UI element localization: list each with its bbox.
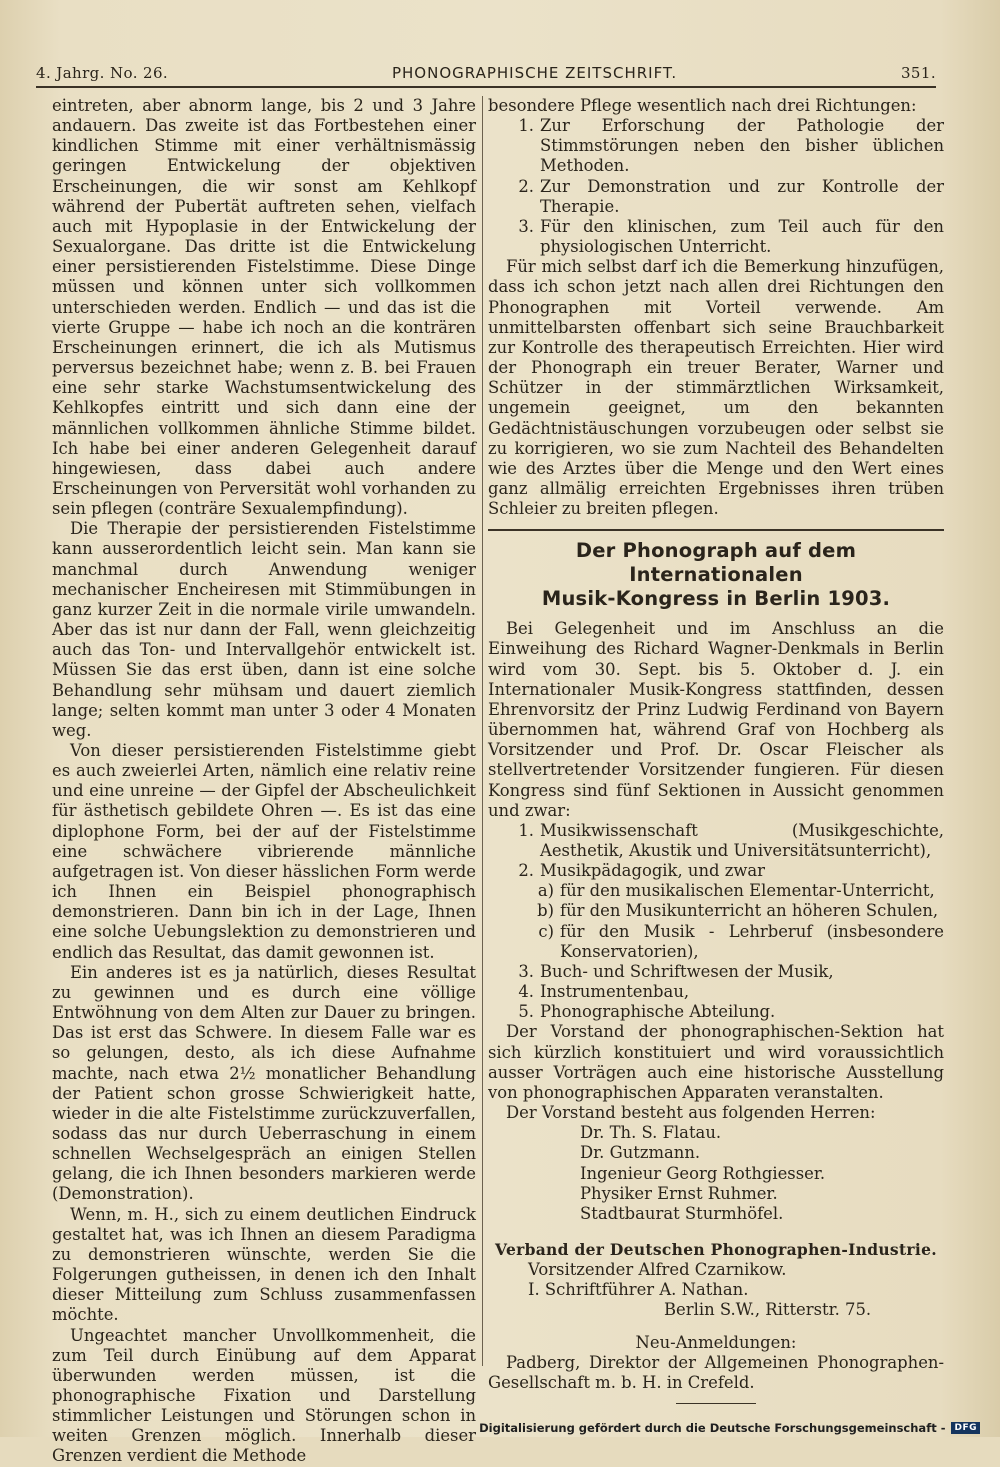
list-item: 2. Musikpädagogik, und zwar [518, 861, 765, 881]
registrations-title: Neu-Anmeldungen: [635, 1332, 797, 1352]
digitization-footer [479, 1421, 980, 1435]
list-item: 3. Buch- und Schriftwesen der Musik, [518, 961, 834, 981]
subsections-list [488, 881, 944, 962]
paragraph: Der Vorstand besteht aus folgenden Herren: [506, 1103, 876, 1123]
page-number: 351. [900, 64, 936, 82]
list-item: c) für den Musik - Lehrberuf (insbesondere Konservatorien), [538, 921, 944, 961]
paragraph: Von dieser persistierenden Fistelstimme giebt es auch zweierlei Arten, nämlich eine relativ reine und eine unreine — der Gipfel der Abscheulichkeit für ästhetisch gebildete Ohren —. Es ist das eine diplophone Form, bei der auf der Fistelstimme eine schwächere vibrierende männliche aufgetragen ist. Von dieser hässlichen Form werde ich Ihnen ein Beispiel phonographisch demonstrieren. Dann bin ich in der Lage, Ihnen eine solche Uebungslektion zu demonstrieren und endlich das Resultat, das damit gewonnen ist. [52, 741, 476, 962]
section-rule [488, 529, 944, 531]
list-item: 1. Musikwissenschaft (Musikgeschichte, Aesthetik, Akustik und Universitätsunterricht), [518, 820, 944, 860]
board-member: Dr. Th. S. Flatau. [580, 1123, 722, 1143]
association-title: Verband der Deutschen Phonographen-Industrie. [495, 1239, 937, 1259]
journal-title: PHONOGRAPHISCHE ZEITSCHRIFT. [391, 64, 678, 82]
paragraph: besondere Pflege wesentlich nach drei Richtungen: [488, 96, 917, 115]
board-member: Dr. Gutzmann. [580, 1143, 701, 1163]
right-column [488, 96, 944, 1404]
dfg-logo: DFG [951, 1422, 980, 1434]
paragraph: Ungeachtet mancher Unvollkommenheit, die zum Teil durch Einübung auf dem Apparat überwunden werden müssen, ist die phonographische Fixation und Darstellung stimmlicher Leistungen und Störungen schon in weiten Grenzen möglich. Innerhalb dieser Grenzen verdient die Methode [52, 1325, 476, 1466]
page-header [36, 56, 936, 88]
board-member: Ingenieur Georg Rothgiesser. [580, 1163, 826, 1183]
list-item: b) für den Musikunterricht an höheren Schulen, [537, 901, 939, 921]
left-column [52, 96, 476, 1467]
column-divider [482, 96, 483, 1366]
sections-list-continued [488, 962, 944, 1022]
list-item: a) für den musikalischen Elementar-Unterricht, [537, 881, 935, 901]
board-member: Physiker Ernst Ruhmer. [580, 1183, 778, 1203]
footer-text: Digitalisierung gefördert durch die Deutsche Forschungsgemeinschaft - [479, 1421, 946, 1435]
list-item: 2. Zur Demonstration und zur Kontrolle der Therapie. [518, 176, 944, 216]
paragraph: Für mich selbst darf ich die Bemerkung hinzufügen, dass ich schon jetzt nach allen drei Richtungen den Phonographen mit Vorteil verwende. Am unmittelbarsten offenbart sich seine Brauchbarkeit zur Kontrolle des therapeutisch Erreichten. Hier wird der Phonograph ein treuer Berater, Warner und Schützer in der stimmärztlichen Wirksamkeit, ungemein geeignet, um den bekannten Gedächtnistäuschungen vorzubeugen oder selbst sie zu korrigieren, wo sie zum Nachteil des Behandelten wie des Arztes über die Menge und den Wert eines ganz allmälig erreichten Ergebnisses ihren trüben Schleier zu breiten pflegen. [488, 257, 944, 519]
article-heading: Der Phonograph auf dem Internationalen Musik-Kongress in Berlin 1903. [541, 539, 891, 611]
paragraph: Bei Gelegenheit und im Anschluss an die Einweihung des Richard Wagner-Denkmals in Berlin wird vom 30. Sept. bis 5. Oktober d. J. ein Internationaler Musik-Kongress stattfinden, dessen Ehrenvorsitz der Prinz Ludwig Ferdinand von Bayern übernommen hat, während Graf von Hochberg als Vorsitzender und Prof. Dr. Oscar Fleischer als stellvertretender Vorsitzender fungieren. Für diesen Kongress sind fünf Sektionen in Aussicht genommen und zwar: [488, 619, 944, 820]
paragraph: Die Therapie der persistierenden Fistelstimme kann ausserordentlich leicht sein. Man kann sie manchmal durch Anwendung weniger mechanischer Encheiresen mit Stimmübungen in ganz kurzer Zeit in die normale virile umwandeln. Aber das ist nur dann der Fall, wenn gleichzeitig auch das Ton- und Intervallgehör entwickelt ist. Müssen Sie das erst üben, dann ist eine solche Behandlung sehr mühsam und dauert ziemlich lange; selten kommt man unter 3 oder 4 Monaten weg. [52, 519, 476, 740]
paragraph: Wenn, m. H., sich zu einem deutlichen Eindruck gestaltet hat, was ich Ihnen an diesem Paradigma zu demonstrieren wünschte, werden Sie die Folgerungen gutheissen, in denen ich den Inhalt dieser Mitteilung zum Schluss zusammenfassen möchte. [52, 1204, 476, 1325]
paragraph: eintreten, aber abnorm lange, bis 2 und 3 Jahre andauern. Das zweite ist das Fortbestehen einer kindlichen Stimme mit einer verhältnismässig geringen Entwickelung der objektiven Erscheinungen, die wir sonst am Kehlkopf während der Pubertät auftreten sehen, vielfach auch mit Hypoplasie in der Entwickelung der Sexualorgane. Das dritte ist die Entwickelung einer persistierenden Fistelstimme. Diese Dinge müssen und können unter sich vollkommen unterschieden werden. Endlich — und das ist die vierte Gruppe — habe ich noch an die konträren Erscheinungen erinnert, die ich als Mutismus perversus bezeichnet habe; wenn z. B. bei Frauen eine sehr starke Wachstumsentwickelung des Kehlkopfes eintritt und sich dann eine der männlichen vollkommen ähnliche Stimme bildet. Ich habe bei einer anderen Gelegenheit darauf hingewiesen, dass dabei auch andere Erscheinungen von Perversität wohl vorhanden zu sein pflegen (conträre Sexualempfindung). [52, 96, 476, 519]
list-item: 3. Für den klinischen, zum Teil auch für den physiologischen Unterricht. [518, 216, 944, 257]
board-member: Stadtbaurat Sturmhöfel. [580, 1203, 784, 1223]
registration-entry: Padberg, Direktor der Allgemeinen Phonographen-Gesellschaft m. b. H. in Crefeld. [488, 1352, 944, 1392]
board-members [488, 1123, 944, 1224]
issue-label: 4. Jahrg. No. 26. [36, 64, 169, 82]
association-address: Berlin S.W., Ritterstr. 75. [664, 1300, 872, 1320]
list-item: 5. Phonographische Abteilung. [518, 1002, 776, 1022]
association-secretary: I. Schriftführer A. Nathan. [528, 1280, 749, 1300]
association-chair: Vorsitzender Alfred Czarnikow. [528, 1260, 787, 1280]
list-item: 4. Instrumentenbau, [518, 982, 690, 1002]
list-item: 1. Zur Erforschung der Pathologie der Stimmstörungen neben den bisher üblichen Methoden. [518, 116, 944, 176]
paragraph: Ein anderes ist es ja natürlich, dieses Resultat zu gewinnen und es durch eine völlige Entwöhnung von dem Alten zur Dauer zu bringen. Das ist erst das Schwere. In diesem Falle war es so gelungen, desto, als ich diese Aufnahme machte, nach etwa 2½ monatlicher Behandlung der Patient schon grosse Schwierigkeit hatte, wieder in die alte Fistelstimme zurückzuverfallen, sodass das nur durch Ueberraschung in einem schnellen Wechselgespräch an einigen Stellen gelang, die ich Ihnen besonders markieren werde (Demonstration). [52, 962, 476, 1204]
paragraph: Der Vorstand der phonographischen-Sektion hat sich kürzlich konstituiert und wird voraussichtlich ausser Vorträgen auch eine historische Ausstellung von phonographischen Apparaten veranstalten. [488, 1022, 944, 1102]
end-rule [676, 1403, 756, 1404]
directions-list [488, 116, 944, 257]
sections-list [488, 821, 944, 881]
